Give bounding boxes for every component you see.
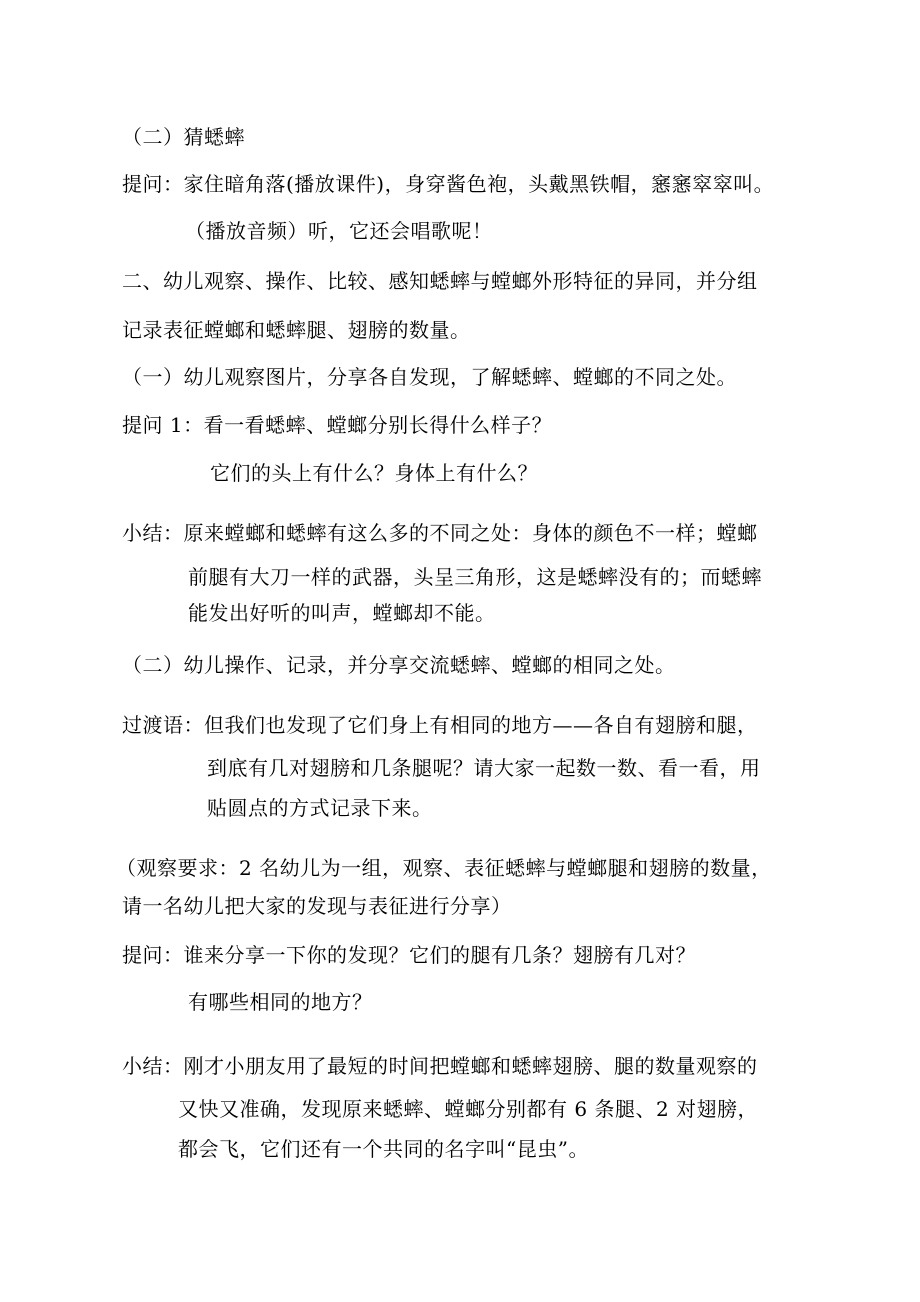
text-line: 到底有几对翅膀和几条腿呢？请大家一起数一数、看一看，用: [207, 756, 761, 780]
text-line: 前腿有大刀一样的武器，头呈三角形，这是蟋蟀没有的；而蟋蟀: [188, 565, 762, 589]
text-line: 记录表征螳螂和蟋蟀腿、翅膀的数量。: [122, 318, 471, 342]
section-heading: （二）猜蟋蟀: [122, 125, 245, 149]
text-line: 能发出好听的叫声，螳螂却不能。: [188, 601, 496, 625]
text-line: 都会飞，它们还有一个共同的名字叫“昆虫”。: [178, 1137, 589, 1161]
question-line: 提问 1：看一看蟋蟀、螳螂分别长得什么样子？: [122, 413, 553, 437]
text-line: 它们的头上有什么？身体上有什么？: [210, 461, 538, 485]
text-line: 请一名幼儿把大家的发现与表征进行分享）: [122, 894, 512, 918]
section-heading: （二）幼儿操作、记录，并分享交流蟋蟀、螳螂的相同之处。: [122, 653, 676, 677]
text-line: 又快又准确，发现原来蟋蟀、螳螂分别都有 6 条腿、2 对翅膀，: [178, 1097, 759, 1121]
question-line: 提问：家住暗角落(播放课件)，身穿酱色袍，头戴黑铁帽，窸窸窣窣叫。: [122, 172, 775, 196]
section-heading: 二、幼儿观察、操作、比较、感知蟋蟀与螳螂外形特征的异同，并分组: [122, 269, 758, 293]
text-line: 有哪些相同的地方？: [188, 990, 373, 1014]
summary-line: 小结：刚才小朋友用了最短的时间把螳螂和蟋蟀翅膀、腿的数量观察的: [122, 1054, 758, 1078]
text-line: （播放音频）听，它还会唱歌呢！: [185, 219, 493, 243]
text-line: 贴圆点的方式记录下来。: [207, 796, 433, 820]
summary-line: 小结：原来螳螂和蟋蟀有这么多的不同之处：身体的颜色不一样；螳螂: [122, 521, 758, 545]
transition-line: 过渡语：但我们也发现了它们身上有相同的地方——各自有翅膀和腿，: [122, 713, 758, 737]
section-heading: （一）幼儿观察图片，分享各自发现，了解蟋蟀、螳螂的不同之处。: [122, 365, 737, 389]
requirement-line: （观察要求：2 名幼儿为一组，观察、表征蟋蟀与螳螂腿和翅膀的数量，: [116, 856, 772, 880]
question-line: 提问：谁来分享一下你的发现？它们的腿有几条？翅膀有几对？: [122, 943, 696, 967]
